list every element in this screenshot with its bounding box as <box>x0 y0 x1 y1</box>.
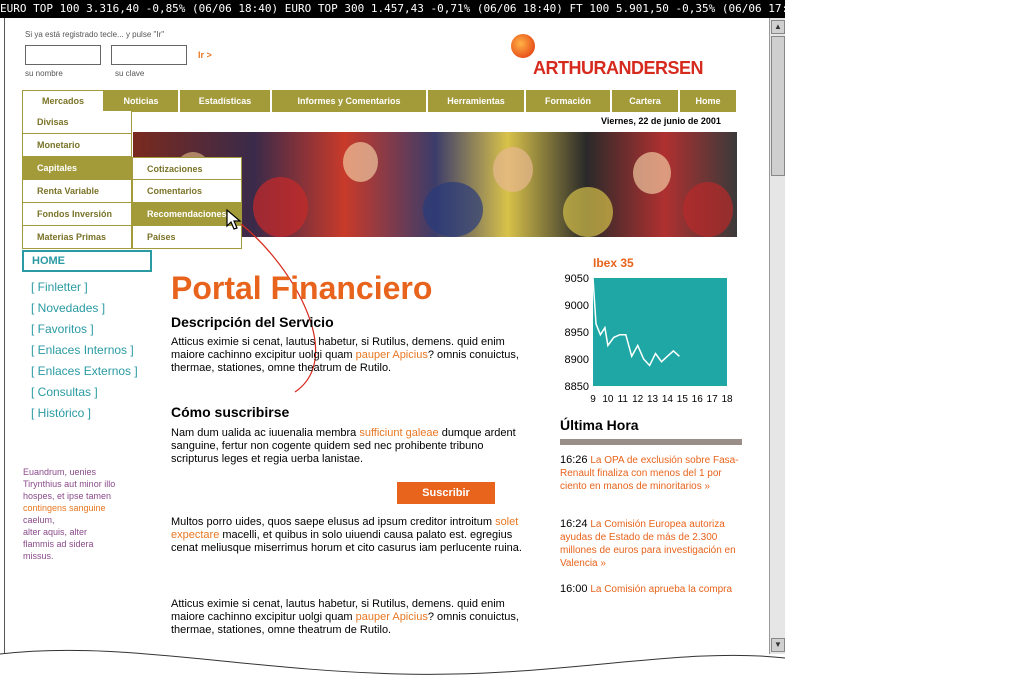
y-tick-label: 8850 <box>564 381 589 393</box>
chart-plot-area <box>593 278 727 386</box>
scroll-up-icon[interactable]: ▲ <box>771 20 785 34</box>
password-input[interactable] <box>111 45 187 65</box>
menu-divisas[interactable]: Divisas <box>22 111 132 134</box>
news-item[interactable]: 16:24 La Comisión Europea autoriza ayudas de Estado de más de 2.300 millones de euros para investigación en Valencia » <box>560 518 736 569</box>
scroll-thumb[interactable] <box>771 36 785 176</box>
sidebar-link-novedades[interactable]: [ Novedades ] <box>31 301 106 315</box>
sidebar-link-enlaces-externos[interactable]: [ Enlaces Externos ] <box>31 364 138 378</box>
sidebar-links <box>31 277 138 424</box>
note-highlight[interactable]: contingens sanguine <box>23 503 106 513</box>
nav-mercados[interactable]: Mercados <box>22 90 104 112</box>
subscribe-paragraph: Nam dum ualida ac iuuenalia membra sufficiunt galeae dumque ardent sanguine, fertur non cogente quidem sed nec prohibente tribuno scripturus leges et regia uerba lanistae. <box>171 427 516 465</box>
p4-link[interactable]: pauper Apicius <box>355 611 428 623</box>
x-tick-label: 17 <box>706 394 718 405</box>
nav-informes[interactable]: Informes y Comentarios <box>272 90 428 112</box>
submenu-comentarios[interactable]: Comentarios <box>132 180 242 203</box>
x-tick-label: 13 <box>646 394 659 405</box>
desc-link[interactable]: pauper Apicius <box>355 349 428 361</box>
subscribe-heading: Cómo suscribirse <box>171 404 290 420</box>
menu-materias-primas[interactable]: Materias Primas <box>22 226 132 249</box>
ibex-chart <box>555 270 745 410</box>
x-tick-label: 16 <box>691 394 703 405</box>
torn-page-edge <box>0 640 785 694</box>
x-tick-label: 10 <box>602 394 614 405</box>
ultima-hora-title: Última Hora <box>560 417 639 433</box>
nav-cartera[interactable]: Cartera <box>612 90 680 112</box>
page-title: Portal Financiero <box>171 270 433 306</box>
note-line: flammis ad sidera <box>23 539 94 549</box>
sidebar-note <box>23 466 143 562</box>
x-tick-label: 18 <box>721 394 733 405</box>
mercados-dropdown <box>22 111 132 249</box>
paragraph-3: Multos porro uides, quos saepe elusus ad ipsum creditor introitum solet expectare macelli, et quibus in solo uiuendi causa palato est. egregius cenat meliusque miserrimus horum et cito casurus iam perlucente ruina. <box>171 516 522 554</box>
nav-formacion[interactable]: Formación <box>526 90 612 112</box>
password-label: su clave <box>115 69 145 78</box>
x-tick-label: 12 <box>632 394 644 405</box>
menu-fondos[interactable]: Fondos Inversión <box>22 203 132 226</box>
menu-monetario[interactable]: Monetario <box>22 134 132 157</box>
mouse-cursor-icon <box>225 208 245 232</box>
current-date: Viernes, 22 de junio de 2001 <box>601 116 721 126</box>
nav-estadisticas[interactable]: Estadísticas <box>180 90 272 112</box>
submenu-recomendaciones[interactable]: Recomendaciones <box>132 203 242 226</box>
news-item[interactable]: 16:26 La OPA de exclusión sobre Fasa-Renault finaliza con menos del 1 por ciento en manos de minoritarios » <box>560 454 739 492</box>
desc-paragraph: Atticus eximie si cenat, lautus habetur, si Rutilus, demens. quid enim maiore cachinno excipitur uolgi quam pauper Apicius? omnis conuictus, thermae, stationes, omne theatrum de Rutilo. <box>171 336 519 374</box>
vertical-scrollbar[interactable] <box>769 18 785 654</box>
p3-link[interactable]: solet expectare <box>171 516 519 541</box>
subscribe-button[interactable]: Suscribir <box>397 482 495 504</box>
stock-ticker: EURO TOP 100 3.316,40 -0,85% (06/06 18:40) EURO TOP 300 1.457,43 -0,71% (06/06 18:40) FT 100 5.901,50 -0,35% (06/06 17:37) NIKKEI 1.345,01 +1,47% (06/06 17 <box>0 0 785 18</box>
go-button[interactable]: Ir > <box>198 50 212 60</box>
username-label: su nombre <box>25 69 63 78</box>
note-line: hospes, et ipse tamen <box>23 491 112 501</box>
logo-sun-icon <box>511 34 535 58</box>
login-prompt: Si ya está registrado tecle... y pulse "Ir" <box>25 30 165 39</box>
sidebar-link-favoritos[interactable]: [ Favoritos ] <box>31 322 94 336</box>
sidebar-home[interactable]: HOME <box>22 250 152 272</box>
subscribe-link[interactable]: sufficiunt galeae <box>359 427 439 439</box>
news-item[interactable]: 16:00 La Comisión aprueba la compra <box>560 583 733 595</box>
sidebar-link-consultas[interactable]: [ Consultas ] <box>31 385 98 399</box>
sidebar-link-enlaces-internos[interactable]: [ Enlaces Internos ] <box>31 343 134 357</box>
x-tick-label: 9 <box>590 394 596 405</box>
y-tick-label: 9000 <box>564 300 589 312</box>
main-nav <box>22 90 736 112</box>
note-line: missus. <box>23 551 54 561</box>
chart-title: Ibex 35 <box>593 256 634 270</box>
nav-home[interactable]: Home <box>680 90 736 112</box>
note-line: Euandrum, uenies <box>23 467 97 477</box>
submenu-cotizaciones[interactable]: Cotizaciones <box>132 157 242 180</box>
capitales-submenu <box>132 157 242 249</box>
y-tick-label: 8900 <box>564 354 589 366</box>
nav-herramientas[interactable]: Herramientas <box>428 90 526 112</box>
x-tick-label: 11 <box>617 394 628 405</box>
x-tick-label: 14 <box>661 394 674 405</box>
logo: ARTHURANDERSEN <box>533 58 704 78</box>
note-line: Tirynthius aut minor illo <box>23 479 116 489</box>
menu-capitales[interactable]: Capitales <box>22 157 132 180</box>
sidebar-link-finletter[interactable]: [ Finletter ] <box>31 280 88 294</box>
nav-noticias[interactable]: Noticias <box>104 90 180 112</box>
menu-renta-variable[interactable]: Renta Variable <box>22 180 132 203</box>
desc-heading: Descripción del Servicio <box>171 314 334 330</box>
y-tick-label: 9050 <box>564 273 589 285</box>
note-line: alter aquis, alter <box>23 527 88 537</box>
y-tick-label: 8950 <box>564 327 589 339</box>
scroll-down-icon[interactable]: ▼ <box>771 638 785 652</box>
x-tick-label: 15 <box>676 394 688 405</box>
ultima-hora-bar <box>560 439 742 445</box>
note-line: caelum, <box>23 515 55 525</box>
sidebar-link-historico[interactable]: [ Histórico ] <box>31 406 92 420</box>
submenu-paises[interactable]: Países <box>132 226 242 249</box>
browser-page <box>4 18 769 694</box>
username-input[interactable] <box>25 45 101 65</box>
paragraph-4: Atticus eximie si cenat, lautus habetur, si Rutilus, demens. quid enim maiore cachinno excipitur uolgi quam pauper Apicius? omnis conuictus, thermae, stationes, omne theatrum de Rutilo. <box>171 598 519 636</box>
